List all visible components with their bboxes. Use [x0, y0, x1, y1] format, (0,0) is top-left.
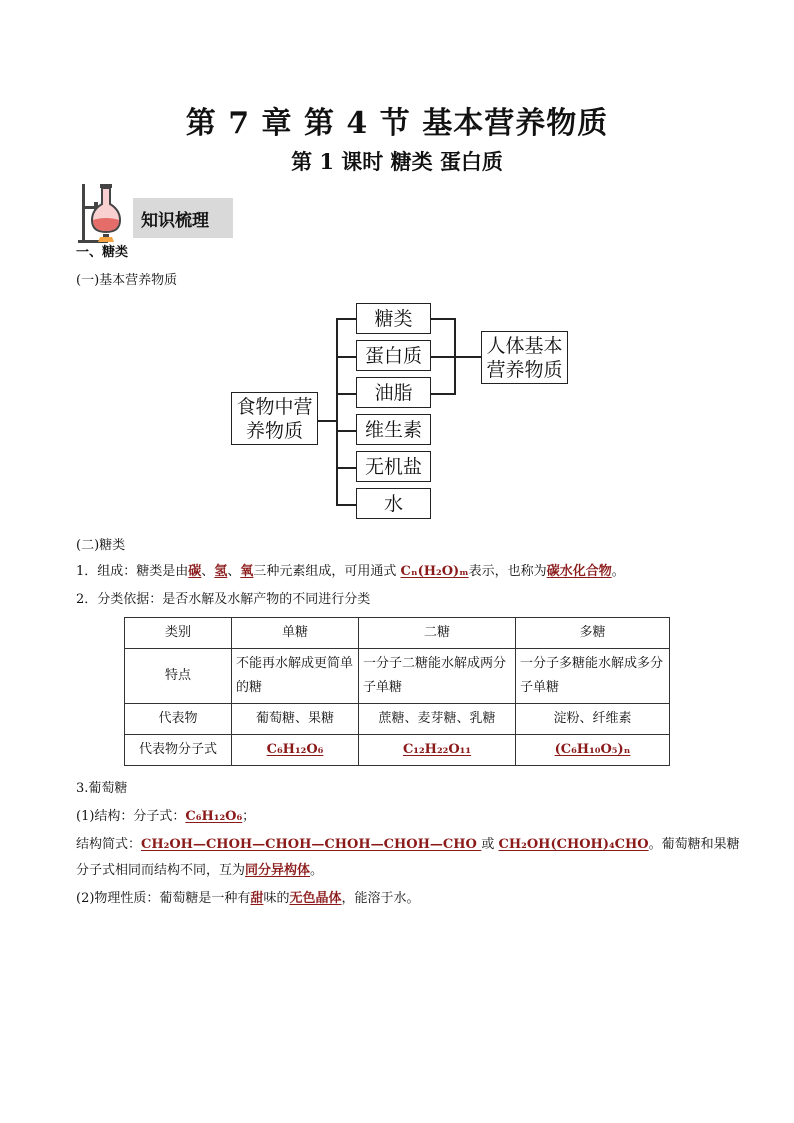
subsection-sugar: (二)糖类 [76, 538, 126, 553]
glucose-isomer-line: 分子式相同而结构不同，互为同分异构体。 [76, 863, 324, 878]
diagram-item-sugar: 糖类 [356, 303, 431, 334]
classification-paragraph: 2．分类依据：是否水解及水解产物的不同进行分类 [76, 592, 371, 607]
page-title: 第 7 章 第 4 节 基本营养物质 [185, 106, 609, 141]
glucose-physical-property-line: (2)物理性质：葡萄糖是一种有甜味的无色晶体，能溶于水。 [76, 891, 420, 906]
diagram-item-fat: 油脂 [356, 377, 431, 408]
sugar-classification-table [124, 617, 670, 766]
lab-apparatus-icon [76, 182, 132, 244]
page-subtitle: 第 1 课时 糖类 蛋白质 [291, 149, 503, 174]
diagram-item-water: 水 [356, 488, 431, 519]
section-heading-sugar: 一、糖类 [76, 245, 129, 260]
composition-paragraph: 1．组成：糖类是由碳、氢、氧三种元素组成，可用通式 Cₙ(H₂O)ₘ表示，也称为碳水化合物。 [76, 564, 625, 579]
diagram-food-nutrients: 食物中营 养物质 [231, 392, 318, 445]
glucose-heading: 3.葡萄糖 [76, 781, 128, 796]
table-row: 代表物 葡萄糖、果糖 蔗糖、麦芽糖、乳糖 淀粉、纤维素 [125, 704, 670, 735]
diagram-human-nutrients: 人体基本 营养物质 [481, 331, 568, 384]
diagram-item-mineral: 无机盐 [356, 451, 431, 482]
glucose-structure-line: (1)结构：分子式：C₆H₁₂O₆； [76, 809, 256, 824]
subsection-basic-nutrients: (一)基本营养物质 [76, 273, 178, 288]
banner-label: 知识梳理 [141, 211, 209, 231]
section-banner [133, 198, 233, 238]
table-row: 特点 不能再水解成更简单的糖 一分子二糖能水解成两分子单糖 一分子多糖能水解成多分子单糖 [125, 649, 670, 704]
general-formula: Cₙ(H₂O)ₘ [400, 564, 469, 579]
diagram-item-vitamin: 维生素 [356, 414, 431, 445]
table-row: 代表物分子式 C₆H₁₂O₆ C₁₂H₂₂O₁₁ (C₆H₁₀O₅)ₙ [125, 735, 670, 766]
glucose-structural-formula-line: 结构简式：CH₂OH—CHOH—CHOH—CHOH—CHOH—CHO 或 CH₂OH(CHOH)₄CHO。葡萄糖和果糖 [76, 837, 740, 852]
table-row: 类别 单糖 二糖 多糖 [125, 618, 670, 649]
diagram-item-protein: 蛋白质 [356, 340, 431, 371]
